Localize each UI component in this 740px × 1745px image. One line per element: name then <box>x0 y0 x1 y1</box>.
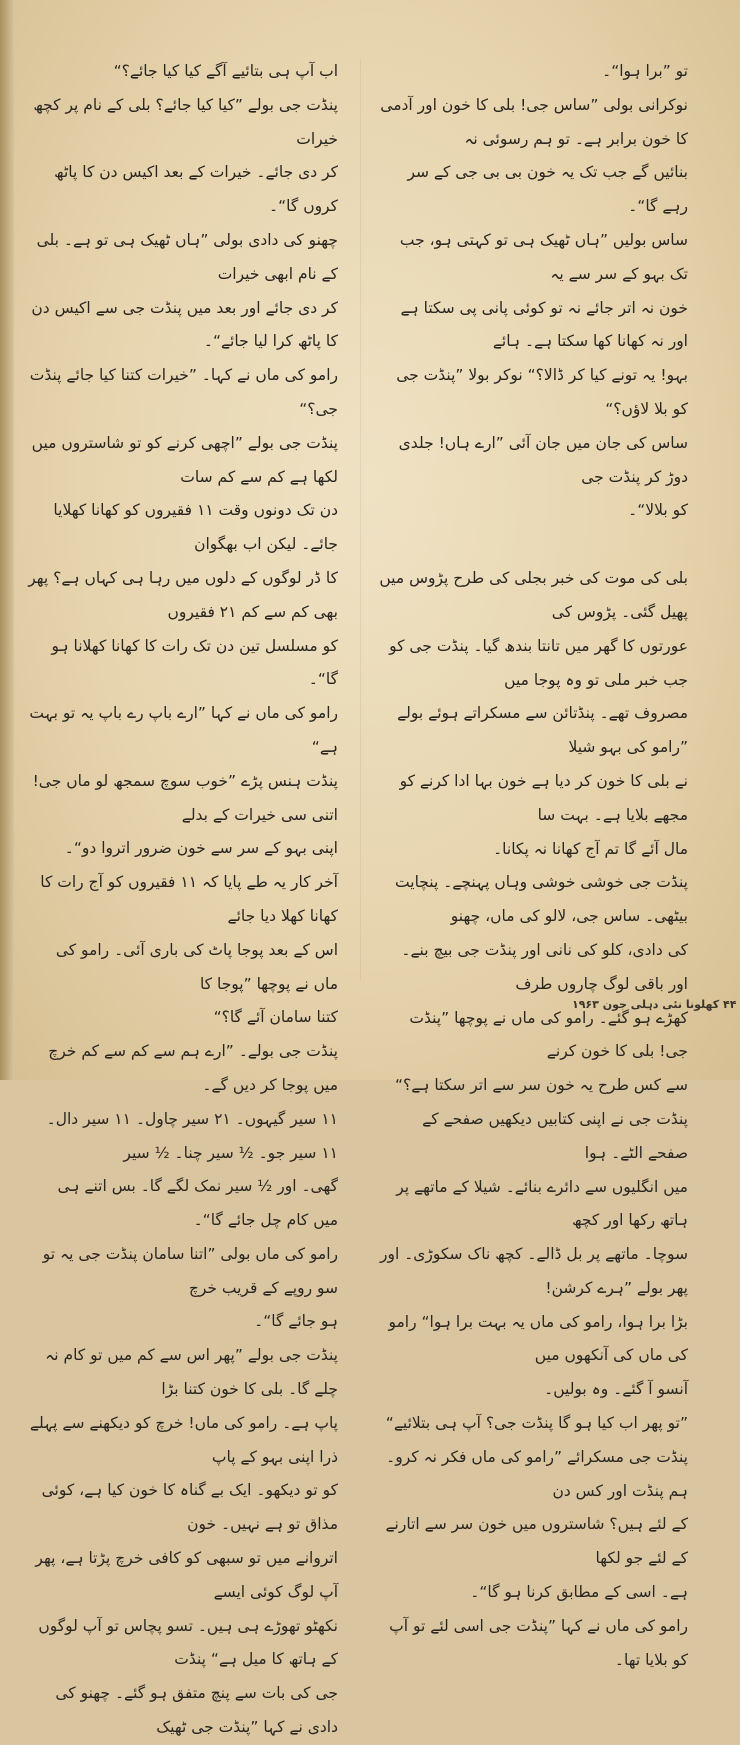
text-line: اتروانے میں تو سبھی کو کافی خرچ پڑتا ہے، پھر آپ لوگ کوئی ایسے <box>35 1549 338 1601</box>
text-line: تو ”برا ہوا“۔ <box>602 62 688 80</box>
text-line: چھنو کی دادی بولی ”ہاں ٹھیک ہی تو ہے۔ بلی کے نام ابھی خیرات <box>36 230 338 283</box>
left-column <box>28 55 338 1745</box>
column-gutter <box>360 60 361 980</box>
text-line: بنائیں گے جب تک یہ خون بی بی جی کے سر رہے گا“۔ <box>407 163 688 216</box>
text-line: دن تک دونوں وقت ۱۱ فقیروں کو کھانا کھلایا جائے۔ لیکن اب بھگوان <box>53 501 338 554</box>
text-line: رامو کی ماں نے کہا ”ارے باپ رے باپ یہ تو بہت ہے“ <box>29 704 338 756</box>
text-line: خون نہ اتر جائے نہ تو کوئی پانی پی سکتا ہے اور نہ کھانا کھا سکتا ہے۔ ہائے <box>400 298 688 351</box>
paragraph-gap <box>378 528 688 562</box>
text-line: بہو! یہ تونے کیا کر ڈالا؟“ نوکر بولا ”پنڈت جی کو بلا لاؤں؟“ <box>396 366 688 418</box>
text-line: کر دی جائے اور بعد میں پنڈت جی سے اکیس دن کا پاٹھ کرا لیا جائے“۔ <box>31 298 338 351</box>
text-line: پنڈت جی بولے ”پھر اس سے کم میں تو کام نہ چلے گا۔ بلی کا خون کتنا بڑا <box>45 1346 338 1399</box>
text-line: جی کی بات سے پنچ متفق ہو گئے۔ چھنو کی دادی نے کہا ”پنڈت جی ٹھیک <box>55 1684 338 1737</box>
text-line: ساس بولیں ”ہاں ٹھیک ہی تو کہتی ہو، جب تک بہو کے سر سے یہ <box>399 230 688 283</box>
text-line: گھی۔ اور ½ سیر نمک لگے گا۔ بس اتنے ہی میں کام چل جائے گا“۔ <box>57 1177 338 1230</box>
text-line: بڑا برا ہوا، رامو کی ماں یہ بہت برا ہوا“ رامو کی ماں کی آنکھوں میں <box>388 1312 688 1365</box>
text-line: مصروف تھے۔ پنڈتائن سے مسکراتے ہوئے بولے ”رامو کی بہو شیلا <box>397 704 688 757</box>
text-line: ”تو پھر اب کیا ہو گا پنڈت جی؟ آپ ہی بتلائیے“ <box>385 1414 688 1433</box>
page-footer: ۴۴ کھلونا نئی دہلی جون ۱۹۶۳ <box>572 998 737 1011</box>
text-line: آخر کار یہ طے پایا کہ ۱۱ فقیروں کو آج رات کا کھانا کھلا دیا جائے <box>40 873 338 925</box>
text-line: سے کس طرح یہ خون سر سے اتر سکتا ہے؟“ <box>395 1076 688 1095</box>
text-line: کو تو دیکھو۔ ایک بے گناہ کا خون کیا ہے، کوئی مذاق تو ہے نہیں۔ خون <box>41 1481 338 1534</box>
text-line: ہو جائے گا“۔ <box>254 1312 338 1331</box>
text-line: بلی کی موت کی خبر بجلی کی طرح پڑوس میں پھیل گئی۔ پڑوس کی <box>379 569 688 621</box>
text-line: پاپ ہے۔ رامو کی ماں! خرچ کو دیکھنے سے پہلے ذرا اپنی بہو کے پاپ <box>29 1413 338 1466</box>
text-line: پنڈت جی بولے ”اچھی کرنے کو تو شاستروں میں لکھا ہے کم سے کم سات <box>31 433 338 486</box>
text-line: پنڈت جی بولے۔ ”ارے ہم سے کم سے کم خرچ میں پوجا کر دیں گے۔ <box>48 1042 338 1094</box>
text-line: عورتوں کا گھر میں تانتا بندھ گیا۔ پنڈت جی کو جب خبر ملی تو وہ پوجا میں <box>389 636 688 689</box>
text-line: پنڈت جی نے اپنی کتابیں دیکھیں صفحے کے صفحے الٹے۔ ہوا <box>422 1109 688 1162</box>
text-line: اب آپ ہی بتائیے آگے کیا کیا جائے؟“ <box>113 62 338 80</box>
text-line: ۱۱ سیر گیہوں۔ ۲۱ سیر چاول۔ ۱۱ سیر دال۔ ۱۱ سیر جو۔ ½ سیر چنا۔ ½ سیر <box>46 1109 338 1162</box>
text-line: رامو کی ماں نے کہا۔ ”خیرات کتنا کیا جائے پنڈت جی؟“ <box>29 366 338 418</box>
text-line: کھڑے ہو گئے۔ رامو کی ماں نے پوچھا ”پنڈت جی! بلی کا خون کرنے <box>409 1008 688 1061</box>
text-line: اس کے بعد پوجا پاٹ کی باری آئی۔ رامو کی ماں نے پوچھا ”پوجا کا <box>55 940 338 993</box>
text-line: پنڈت جی مسکرائے ”رامو کی ماں فکر نہ کرو۔ ہم پنڈت اور کس دن <box>386 1447 688 1500</box>
text-line: سوچا۔ ماتھے پر بل ڈالے۔ کچھ ناک سکوڑی۔ اور پھر بولے ”ہرے کرشن! <box>380 1245 688 1297</box>
text-line: کو مسلسل تین دن تک رات کا کھانا کھلانا ہو گا“۔ <box>51 636 338 689</box>
text-line: ہے۔ اسی کے مطابق کرنا ہو گا“۔ <box>470 1583 688 1602</box>
text-line: پنڈت جی بولے ”کیا کیا جائے؟ بلی کے نام پر کچھ خیرات <box>33 95 338 148</box>
text-line: کا ڈر لوگوں کے دلوں میں رہا ہی کہاں ہے؟ پھر بھی کم سے کم ۲۱ فقیروں <box>28 568 338 621</box>
text-line: رامو کی ماں بولی ”اتنا سامان پنڈت جی یہ تو سو روپے کے قریب خرچ <box>42 1244 338 1297</box>
text-line: اپنی بہو کے سر سے خون ضرور اتروا دو“۔ <box>64 839 338 858</box>
text-line: میں انگلیوں سے دائرے بنائے۔ شیلا کے ماتھے پر ہاتھ رکھا اور کچھ <box>396 1177 688 1230</box>
text-line: پنڈت جی خوشی خوشی وہاں پہنچے۔ پنچایت بیٹھی۔ ساس جی، لالو کی ماں، چھنو <box>395 873 688 926</box>
text-line: پنڈت ہنس پڑے ”خوب سوچ سمجھ لو ماں جی! اتنی سی خیرات کے بدلے <box>32 771 338 824</box>
text-line: نکھٹو تھوڑے ہی ہیں۔ تسو پچاس تو آپ لوگوں کے ہاتھ کا میل ہے“ پنڈت <box>38 1616 338 1669</box>
text-line: نوکرانی بولی ”ساس جی! بلی کا خون اور آدمی کا خون برابر ہے۔ تو ہم رسوئی نہ <box>380 95 688 148</box>
text-line: آنسو آ گئے۔ وہ بولیں۔ <box>544 1380 688 1399</box>
text-line: ساس کی جان میں جان آئی ”ارے ہاں! جلدی دوڑ کر پنڈت جی <box>398 433 688 486</box>
text-line: مال آئے گا تم آج کھانا نہ پکانا۔ <box>493 839 688 858</box>
text-line: رامو کی ماں نے کہا ”پنڈت جی اسی لئے تو آپ کو بلایا تھا۔ <box>389 1616 688 1669</box>
text-line: کے لئے ہیں؟ شاستروں میں خون سر سے اتارنے کے لئے جو لکھا <box>385 1515 688 1568</box>
right-column <box>378 55 688 1677</box>
text-line: کو بلالا“۔ <box>628 501 688 520</box>
text-line: کی دادی، کلو کی نانی اور پنڈت جی بیچ بنے۔ اور باقی لوگ چاروں طرف <box>401 940 688 993</box>
text-line: کر دی جائے۔ خیرات کے بعد اکیس دن کا پاٹھ کروں گا“۔ <box>54 163 338 216</box>
text-line: کتنا سامان آئے گا؟“ <box>213 1008 338 1027</box>
text-line: نے بلی کا خون کر دیا ہے خون بہا ادا کرنے کو مجھے بلایا ہے۔ بہت سا <box>399 771 688 824</box>
